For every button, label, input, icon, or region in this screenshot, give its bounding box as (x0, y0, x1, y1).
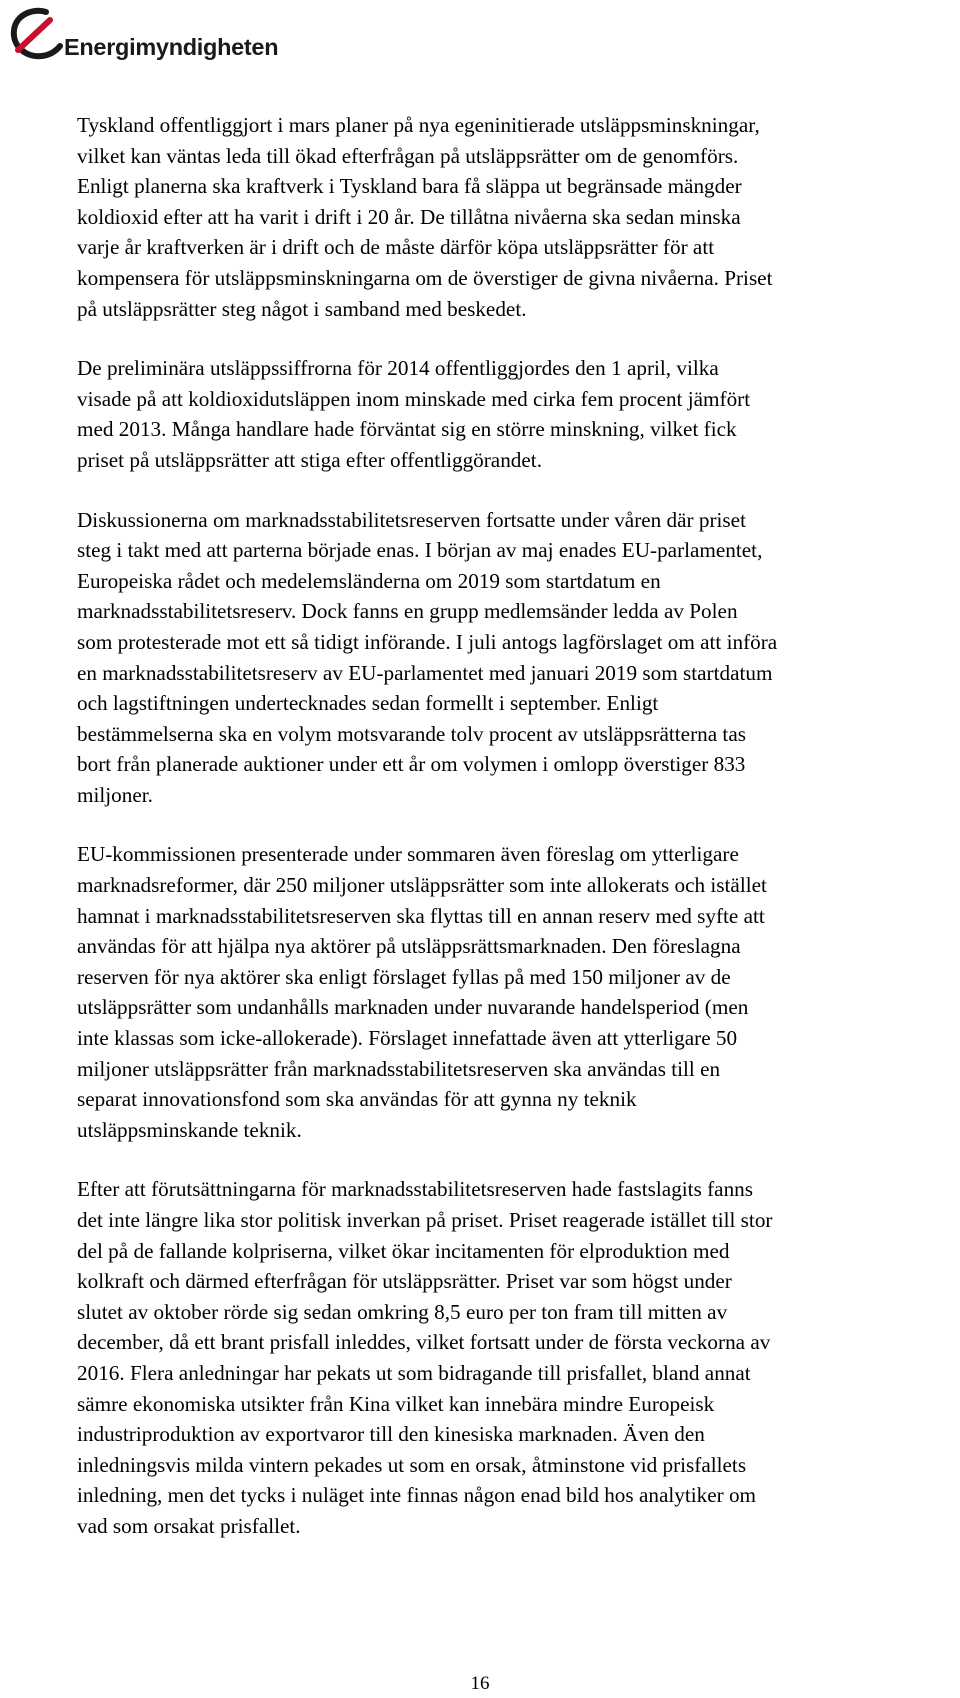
text-line: miljoner. (77, 782, 153, 807)
text-line: separat innovationsfond som ska användas för att gynna ny teknik (77, 1087, 637, 1112)
text-line: EU-kommissionen presenterade under sommaren även föreslag om ytterligare (77, 842, 739, 867)
text-line: sämre ekonomiska utsikter från Kina vilket kan innebära mindre Europeisk (77, 1391, 715, 1416)
text-line: kolkraft och därmed efterfrågan för utsläppsrätter. Priset var som högst under (77, 1269, 732, 1294)
text-line: reserven för nya aktörer ska enligt förslaget fyllas på med 150 miljoner av de (77, 964, 731, 989)
text-line: inte klassas som icke-allokerade). Förslaget innefattade även att ytterligare 50 (77, 1026, 738, 1051)
text-line: en marknadsstabilitetsreserv av EU-parlamentet med januari 2019 som startdatum (77, 660, 773, 685)
text-line: industriproduktion av exportvaror till den kinesiska marknaden. Även den (77, 1422, 705, 1447)
text-line: utsläppsminskande teknik. (77, 1117, 302, 1142)
text-line: priset på utsläppsrätter att stiga efter offentliggörandet. (77, 447, 542, 472)
page-number: 16 (470, 1673, 490, 1694)
paragraph (77, 110, 957, 324)
text-line: bort från planerade auktioner under ett år om volymen i omlopp överstiger 833 (77, 752, 746, 777)
energimyndigheten-logo-icon (6, 6, 66, 64)
page-header (6, 6, 306, 66)
text-line: slutet av oktober rörde sig sedan omkring 8,5 euro per ton fram till mitten av (77, 1299, 728, 1324)
text-line: som protesterade mot ett så tidigt införande. I juli antogs lagförslaget om att införa (77, 629, 778, 654)
text-line: hamnat i marknadsstabilitetsreserven ska flyttas till en annan reserv med syfte att (77, 903, 765, 928)
text-line: användas för att hjälpa nya aktörer på utsläppsrättsmarknaden. Den föreslagna (77, 934, 741, 959)
text-line: 2016. Flera anledningar har pekats ut som bidragande till prisfallet, bland annat (77, 1360, 751, 1385)
text-line: steg i takt med att parterna började enas. I början av maj enades EU-parlamentet, (77, 538, 763, 563)
text-line: inledning, men det tycks i nuläget inte finnas någon enad bild hos analytiker om (77, 1483, 757, 1508)
text-line: koldioxid efter att ha varit i drift i 20 år. De tillåtna nivåerna ska sedan minska (77, 204, 741, 229)
text-line: Diskussionerna om marknadsstabilitetsreserven fortsatte under våren där priset (77, 507, 746, 532)
text-line: visade på att koldioxidutsläppen inom minskade med cirka fem procent jämfört (77, 386, 751, 411)
paragraph (77, 505, 957, 811)
text-line: del på de fallande kolpriserna, vilket ökar incitamenten för elproduktion med (77, 1238, 730, 1263)
paragraph (77, 839, 957, 1145)
paragraph (77, 353, 957, 475)
text-line: De preliminära utsläppssiffrorna för 2014 offentliggjordes den 1 april, vilka (77, 356, 719, 381)
text-line: kompensera för utsläppsminskningarna om de överstiger de givna nivåerna. Priset (77, 265, 773, 290)
text-line: december, då ett brant prisfall inleddes, vilket fortsatt under de första veckorna av (77, 1330, 771, 1355)
document-body (77, 110, 957, 1571)
logo-text: Energimyndigheten (64, 34, 279, 60)
text-line: Tyskland offentliggjort i mars planer på nya egeninitierade utsläppsminskningar, (77, 113, 760, 137)
text-line: Efter att förutsättningarna för marknadsstabilitetsreserven hade fastslagits fanns (77, 1177, 754, 1202)
text-line: på utsläppsrätter steg något i samband med beskedet. (77, 296, 527, 321)
text-line: Europeiska rådet och medelemsländerna om 2019 som startdatum en (77, 568, 661, 593)
text-line: utsläppsrätter som undanhålls marknaden under nuvarande handelsperiod (men (77, 995, 749, 1020)
text-line: varje år kraftverken är i drift och de måste därför köpa utsläppsrätter för att (77, 235, 715, 260)
text-line: miljoner utsläppsrätter från marknadsstabilitetsreserven ska användas till en (77, 1056, 721, 1081)
text-line: och lagstiftningen undertecknades sedan formellt i september. Enligt (77, 691, 659, 716)
text-line: vilket kan väntas leda till ökad efterfrågan på utsläppsrätter om de genomförs. (77, 143, 739, 168)
text-line: med 2013. Många handlare hade förväntat sig en större minskning, vilket fick (77, 417, 737, 442)
text-line: det inte längre lika stor politisk inverkan på priset. Priset reagerade istället till stor (77, 1208, 773, 1232)
text-line: bestämmelserna ska en volym motsvarande tolv procent av utsläppsrätterna tas (77, 721, 746, 746)
text-line: marknadsreformer, där 250 miljoner utsläppsrätter som inte allokerats och istället (77, 873, 767, 898)
paragraph (77, 1174, 957, 1541)
text-line: inledningsvis milda vintern pekades ut som en orsak, åtminstone vid prisfallets (77, 1452, 747, 1477)
text-line: Enligt planerna ska kraftverk i Tyskland bara få släppa ut begränsade mängder (77, 174, 742, 199)
text-line: vad som orsakat prisfallet. (77, 1513, 301, 1538)
text-line: marknadsstabilitetsreserv. Dock fanns en grupp medlemsänder ledda av Polen (77, 599, 738, 624)
